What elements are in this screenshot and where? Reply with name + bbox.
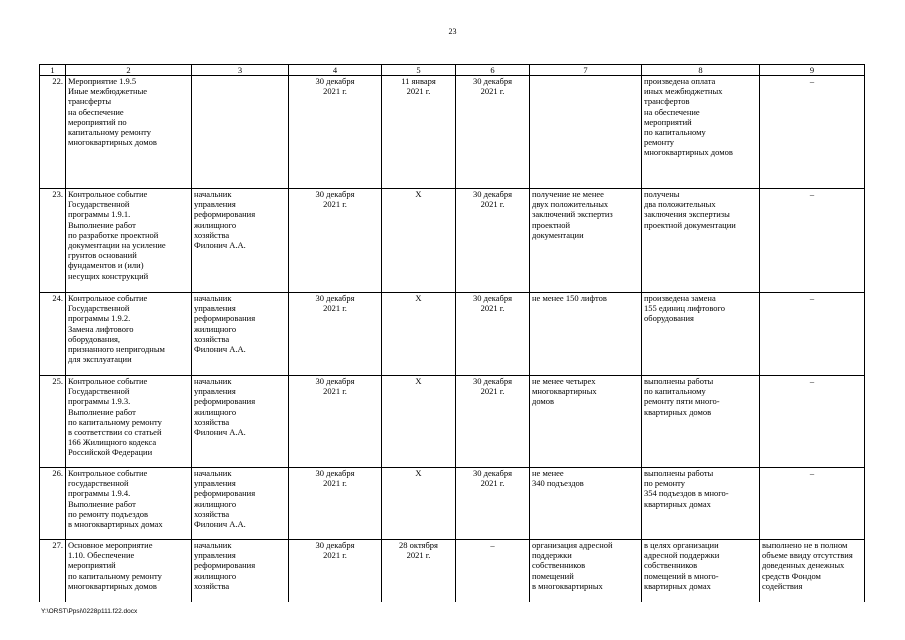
planned-result: не менее четырех многоквартирных домов — [530, 376, 642, 468]
header-cell: 7 — [530, 65, 642, 76]
planned-result — [530, 76, 642, 189]
planned-start-date: 30 декабря 2021 г. — [289, 293, 382, 376]
planned-end-date: 30 декабря 2021 г. — [456, 468, 530, 540]
table-row — [40, 468, 865, 540]
actual-result: произведена замена 155 единиц лифтового оборудования — [642, 293, 760, 376]
header-cell: 9 — [760, 65, 865, 76]
table-row — [40, 293, 865, 376]
header-cell: 3 — [192, 65, 289, 76]
responsible-person: начальник управления реформирования жилищного хозяйства Филонич А.А. — [192, 293, 289, 376]
actual-start-date: Х — [382, 293, 456, 376]
event-name: Контрольное событие государственной программы 1.9.4. Выполнение работ по ремонту подъездов в многоквартирных домах — [66, 468, 192, 540]
notes: – — [760, 76, 865, 189]
planned-start-date: 30 декабря 2021 г. — [289, 189, 382, 293]
row-number: 23. — [40, 189, 66, 293]
actual-start-date: 11 января 2021 г. — [382, 76, 456, 189]
table-row — [40, 76, 865, 189]
row-number: 26. — [40, 468, 66, 540]
table-header-row — [40, 65, 865, 76]
header-cell: 5 — [382, 65, 456, 76]
event-name: Основное мероприятие 1.10. Обеспечение мероприятий по капитальному ремонту многоквартирных домов — [66, 540, 192, 603]
planned-end-date: 30 декабря 2021 г. — [456, 376, 530, 468]
planned-result: получение не менее двух положительных заключений экспертиз проектной документации — [530, 189, 642, 293]
table-row — [40, 376, 865, 468]
header-cell: 2 — [66, 65, 192, 76]
planned-result: не менее 340 подъездов — [530, 468, 642, 540]
event-name: Контрольное событие Государственной программы 1.9.1. Выполнение работ по разработке проектной документации на усиление грунтов оснований фундаментов и (или) несущих конструкций — [66, 189, 192, 293]
document-table — [39, 64, 865, 602]
notes: – — [760, 189, 865, 293]
row-number: 27. — [40, 540, 66, 603]
row-number: 24. — [40, 293, 66, 376]
notes: – — [760, 468, 865, 540]
actual-start-date: Х — [382, 376, 456, 468]
planned-start-date: 30 декабря 2021 г. — [289, 76, 382, 189]
responsible-person — [192, 76, 289, 189]
table-row — [40, 189, 865, 293]
planned-end-date: 30 декабря 2021 г. — [456, 293, 530, 376]
page-number: 23 — [448, 27, 457, 36]
header-cell: 1 — [40, 65, 66, 76]
actual-start-date: 28 октября 2021 г. — [382, 540, 456, 603]
planned-end-date: 30 декабря 2021 г. — [456, 76, 530, 189]
header-cell: 4 — [289, 65, 382, 76]
planned-end-date: 30 декабря 2021 г. — [456, 189, 530, 293]
actual-start-date: Х — [382, 189, 456, 293]
row-number: 22. — [40, 76, 66, 189]
actual-start-date: Х — [382, 468, 456, 540]
planned-start-date: 30 декабря 2021 г. — [289, 376, 382, 468]
actual-result: выполнены работы по капитальному ремонту пяти много- квартирных домов — [642, 376, 760, 468]
document-file-path: Y:\ORST\Ppsi\0228p111.f22.docx — [41, 608, 138, 615]
responsible-person: начальник управления реформирования жилищного хозяйства Филонич А.А. — [192, 189, 289, 293]
planned-start-date: 30 декабря 2021 г. — [289, 468, 382, 540]
responsible-person: начальник управления реформирования жилищного хозяйства — [192, 540, 289, 603]
actual-result: произведена оплата иных межбюджетных трансфертов на обеспечение мероприятий по капитальному ремонту многоквартирных домов — [642, 76, 760, 189]
actual-result: выполнены работы по ремонту 354 подъездов в много- квартирных домах — [642, 468, 760, 540]
notes: выполнено не в полном объеме ввиду отсутствия доведенных денежных средств Фондом содействия — [760, 540, 865, 603]
responsible-person: начальник управления реформирования жилищного хозяйства Филонич А.А. — [192, 376, 289, 468]
actual-result: получены два положительных заключения экспертизы проектной документации — [642, 189, 760, 293]
header-cell: 8 — [642, 65, 760, 76]
planned-result: не менее 150 лифтов — [530, 293, 642, 376]
planned-result: организация адресной поддержки собственников помещений в многоквартирных — [530, 540, 642, 603]
event-name: Контрольное событие Государственной программы 1.9.3. Выполнение работ по капитальному ремонту в соответствии со статьей 166 Жилищного кодекса Российской Федерации — [66, 376, 192, 468]
notes: – — [760, 293, 865, 376]
actual-result: в целях организации адресной поддержки собственников помещений в много- квартирных домах — [642, 540, 760, 603]
responsible-person: начальник управления реформирования жилищного хозяйства Филонич А.А. — [192, 468, 289, 540]
planned-end-date: – — [456, 540, 530, 603]
planned-start-date: 30 декабря 2021 г. — [289, 540, 382, 603]
table-row — [40, 540, 865, 603]
event-name: Мероприятие 1.9.5 Иные межбюджетные трансферты на обеспечение мероприятий по капитальному ремонту многоквартирных домов — [66, 76, 192, 189]
notes: – — [760, 376, 865, 468]
header-cell: 6 — [456, 65, 530, 76]
event-name: Контрольное событие Государственной программы 1.9.2. Замена лифтового оборудования, признанного непригодным для эксплуатации — [66, 293, 192, 376]
row-number: 25. — [40, 376, 66, 468]
